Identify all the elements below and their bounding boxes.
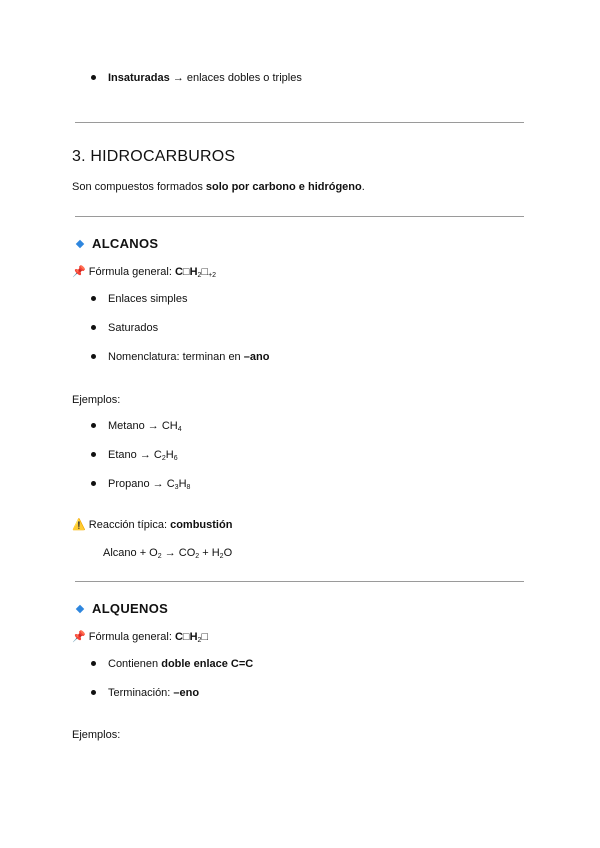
formula-main: C□H xyxy=(174,266,198,278)
formula-line-alcanos xyxy=(72,265,216,283)
bullet-dot xyxy=(91,325,96,330)
equation-part: + H xyxy=(199,547,220,559)
subsection-title-alcanos: ALCANOS xyxy=(92,236,159,251)
bullet-dot xyxy=(91,423,96,428)
term-description: → enlaces dobles o triples xyxy=(172,72,302,84)
formula-sub: 2 xyxy=(195,553,200,560)
list-item: Saturados xyxy=(108,322,159,334)
arrow-icon: → xyxy=(147,420,159,432)
item-bold: doble enlace C=C xyxy=(161,658,254,670)
diamond-icon xyxy=(76,240,84,248)
example-formula: C xyxy=(153,449,162,461)
equation-part: Alcano + O xyxy=(103,547,158,559)
bullet-dot xyxy=(91,690,96,695)
list-item-insaturadas xyxy=(108,71,302,85)
example-formula: CH xyxy=(161,420,178,432)
reaction-label: Reacción típica: xyxy=(88,519,171,531)
examples-label: Ejemplos: xyxy=(72,729,121,741)
formula-sub: 4 xyxy=(177,426,182,433)
bullet-dot xyxy=(91,481,96,486)
arrow-icon: → xyxy=(139,449,151,461)
example-item-metano xyxy=(108,419,182,437)
combustion-equation xyxy=(103,546,232,564)
list-item-double-bond xyxy=(108,657,253,671)
term-bold: Insaturadas xyxy=(108,72,170,84)
formula-label: Fórmula general: xyxy=(88,266,175,278)
item-bold: –eno xyxy=(173,687,200,699)
bullet-dot xyxy=(91,661,96,666)
example-name: Metano xyxy=(108,420,145,432)
pushpin-icon: 📌 xyxy=(72,631,86,643)
formula-sub: 2 xyxy=(197,272,202,279)
pushpin-icon: 📌 xyxy=(72,266,86,278)
nomenclature-text: Nomenclatura: terminan en xyxy=(108,351,244,363)
bullet-dot xyxy=(91,296,96,301)
section-title: 3. HIDROCARBUROS xyxy=(72,148,236,165)
bullet-dot xyxy=(91,75,96,80)
list-item-suffix xyxy=(108,686,199,700)
example-name: Propano xyxy=(108,478,150,490)
formula-box: □ xyxy=(201,631,209,643)
subsection-title-alquenos: ALQUENOS xyxy=(92,601,169,616)
diamond-icon xyxy=(76,605,84,613)
example-formula: C xyxy=(166,478,175,490)
intro-text: Son compuestos formados xyxy=(72,181,206,193)
divider xyxy=(75,122,524,123)
formula-line-alquenos xyxy=(72,630,208,648)
formula-sub: 2 xyxy=(197,637,202,644)
item-text: Contienen xyxy=(108,658,162,670)
example-item-propano xyxy=(108,477,190,495)
formula-sub: 8 xyxy=(186,484,191,491)
equation-part: O xyxy=(223,547,233,559)
arrow-icon: → xyxy=(152,478,164,490)
divider xyxy=(75,581,524,582)
formula-box: □ xyxy=(201,266,209,278)
bullet-dot xyxy=(91,452,96,457)
formula-sub: 2 xyxy=(157,553,162,560)
list-item-nomenclature xyxy=(108,350,269,364)
examples-label: Ejemplos: xyxy=(72,394,121,406)
example-item-etano xyxy=(108,448,178,466)
section-intro xyxy=(72,180,365,194)
reaction-line xyxy=(72,518,232,532)
intro-end: . xyxy=(361,181,365,193)
formula-sub: 2 xyxy=(161,455,166,462)
formula-sub: 6 xyxy=(173,455,178,462)
nomenclature-suffix: –ano xyxy=(243,351,270,363)
bullet-dot xyxy=(91,354,96,359)
formula-label: Fórmula general: xyxy=(88,631,175,643)
formula-sub: 2 xyxy=(219,553,224,560)
divider xyxy=(75,216,524,217)
warning-icon: ⚠️ xyxy=(72,519,86,531)
formula-sub: +2 xyxy=(208,272,217,279)
item-text: Terminación: xyxy=(108,687,174,699)
intro-bold: solo por carbono e hidrógeno xyxy=(205,181,362,193)
formula-sub: 3 xyxy=(174,484,179,491)
reaction-type: combustión xyxy=(170,519,233,531)
example-formula: H xyxy=(165,449,174,461)
example-formula: H xyxy=(178,478,187,490)
equation-part: → CO xyxy=(161,547,196,559)
example-name: Etano xyxy=(108,449,137,461)
list-item: Enlaces simples xyxy=(108,293,188,305)
formula-main: C□H xyxy=(174,631,198,643)
